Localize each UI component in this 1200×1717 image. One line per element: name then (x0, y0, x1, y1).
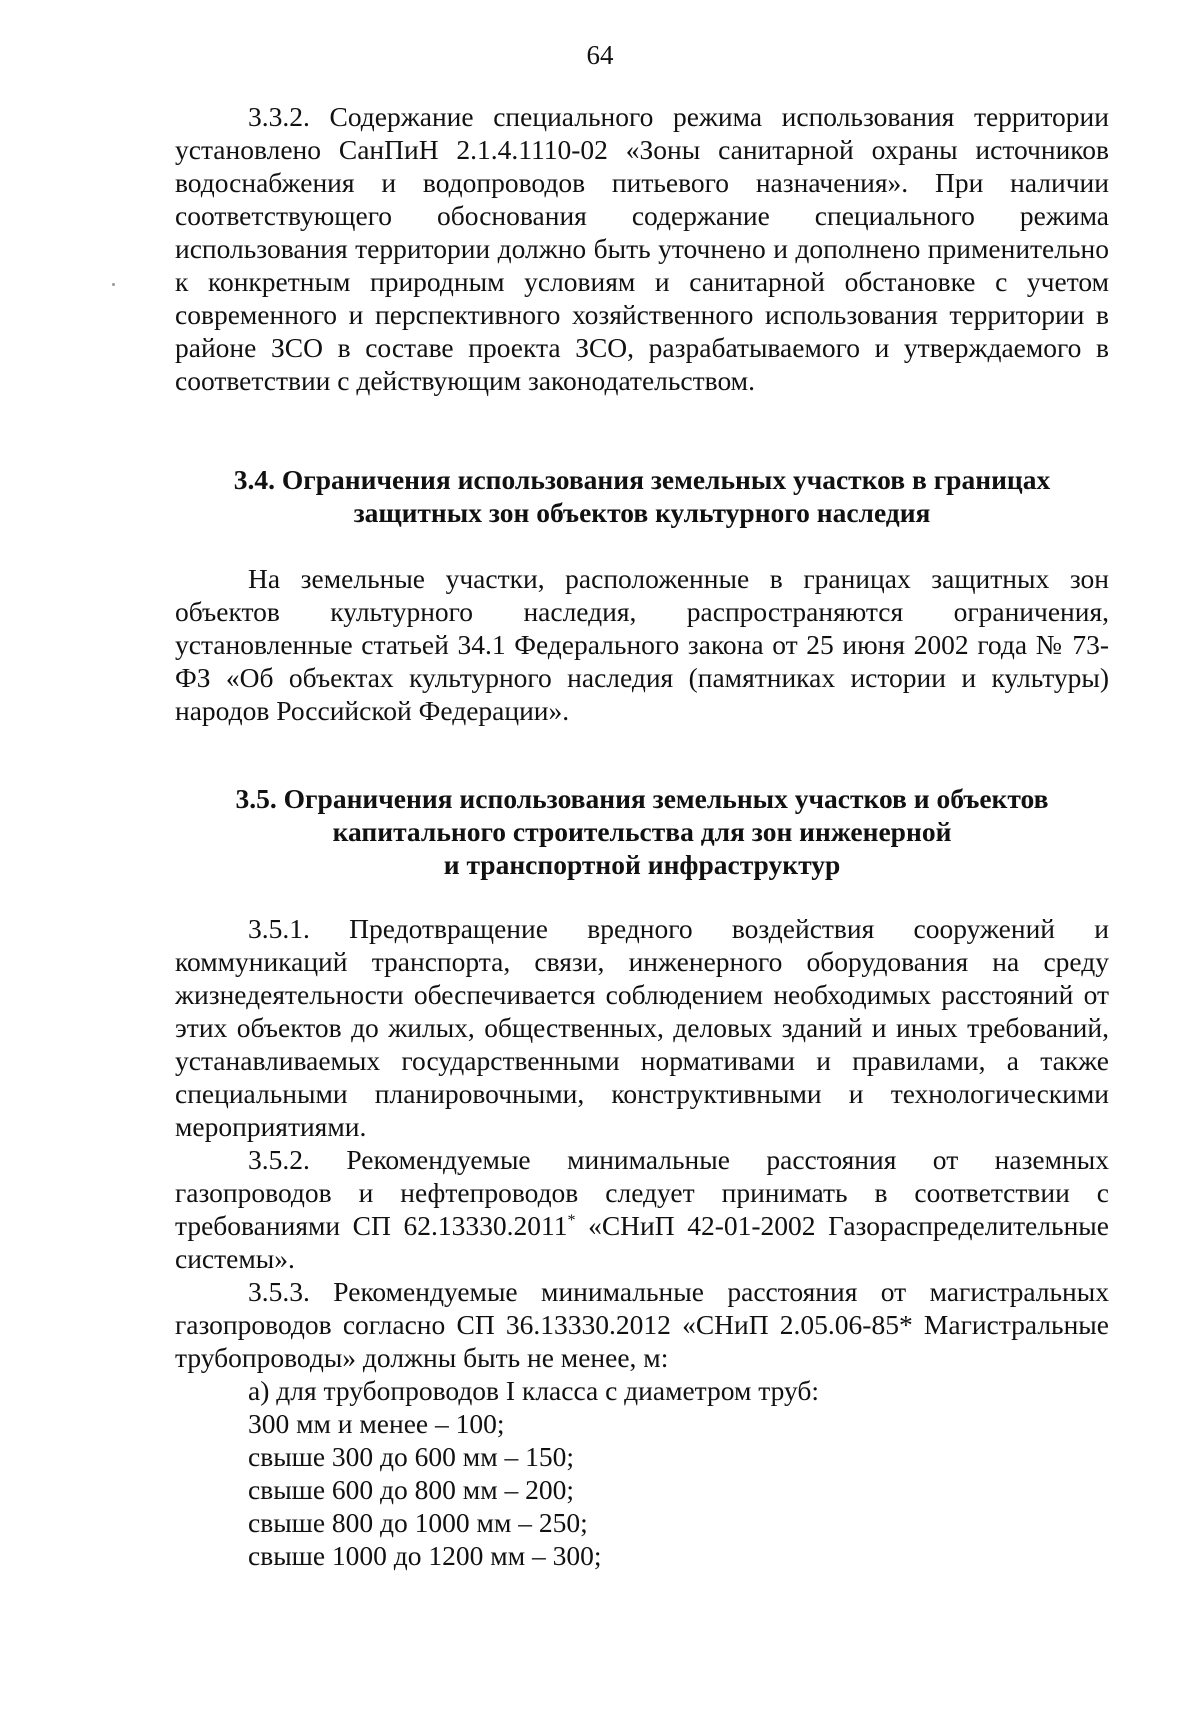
page-number: 64 (586, 40, 614, 70)
paragraph-3-3-2-block (175, 100, 1109, 397)
list-item: свыше 800 до 1000 мм – 250; (248, 1507, 588, 1538)
section-3-4-paragraph: На земельные участки, расположенные в границах защитных зон объектов культурного наследия, распространяются ограничения, установленные статьей 34.1 Федерального закона от 25 июня 2002 года № 73-ФЗ «Об объектах культурного наследия (памятниках истории и культуры) народов Российской Федерации». (175, 563, 1109, 726)
section-3-4-title-line-1: 3.4. Ограничения использования земельных участков в границах (233, 464, 1051, 495)
footnote-mark: * (567, 1211, 576, 1229)
section-3-5-title-line-2: капитального строительства для зон инженерной (332, 816, 952, 847)
section-3-5-title-line-1: 3.5. Ограничения использования земельных участков и объектов (235, 783, 1049, 814)
paragraph-3-5-2-text-end: «СНиП 42-01-2002 Газораспределительные системы». (175, 1210, 1109, 1274)
section-3-5-body (175, 912, 1109, 1572)
paragraph-3-5-2-text: 3.5.2. Рекомендуемые минимальные расстояния от наземных газопроводов и нефтепроводов следует принимать в соответствии с требованиями СП 62.13330.2011 (175, 1144, 1109, 1241)
scan-speck (112, 283, 115, 286)
list-item: а) для трубопроводов I класса с диаметром труб: (248, 1375, 820, 1406)
section-3-4-title-line-2: защитных зон объектов культурного наследия (353, 497, 931, 528)
section-3-5-heading (175, 782, 1109, 881)
paragraph-3-5-2 (175, 1143, 1109, 1275)
list-item: свыше 1000 до 1200 мм – 300; (248, 1540, 602, 1571)
paragraph-3-5-3: 3.5.3. Рекомендуемые минимальные расстояния от магистральных газопроводов согласно СП 36.13330.2012 «СНиП 2.05.06-85* Магистральные трубопроводы» должны быть не менее, м: (175, 1276, 1109, 1373)
paragraph-3-5-1: 3.5.1. Предотвращение вредного воздействия сооружений и коммуникаций транспорта, связи, инженерного оборудования на среду жизнедеятельности обеспечивается соблюдением необходимых расстояний от этих объектов до жилых, общественных, деловых зданий и иных требований, устанавливаемых государственными нормативами и правилами, а также специальными планировочными, конструктивными и технологическими мероприятиями. (175, 913, 1109, 1142)
section-3-4-text-block (175, 562, 1109, 727)
list-item: свыше 300 до 600 мм – 150; (248, 1441, 574, 1472)
section-3-4-heading (175, 463, 1109, 529)
paragraph-3-3-2: 3.3.2. Содержание специального режима использования территории установлено СанПиН 2.1.4.1110-02 «Зоны санитарной охраны источников водоснабжения и водопроводов питьевого назначения». При наличии соответствующего обоснования содержание специального режима использования территории должно быть уточнено и дополнено применительно к конкретным природным условиям и санитарной обстановке с учетом современного и перспективного хозяйственного использования территории в районе ЗСО в составе проекта ЗСО, разрабатываемого и утверждаемого в соответствии с действующим законодательством. (175, 101, 1109, 396)
list-item: 300 мм и менее – 100; (248, 1408, 505, 1439)
list-item: свыше 600 до 800 мм – 200; (248, 1474, 574, 1505)
section-3-5-title-line-3: и транспортной инфраструктур (443, 849, 841, 880)
